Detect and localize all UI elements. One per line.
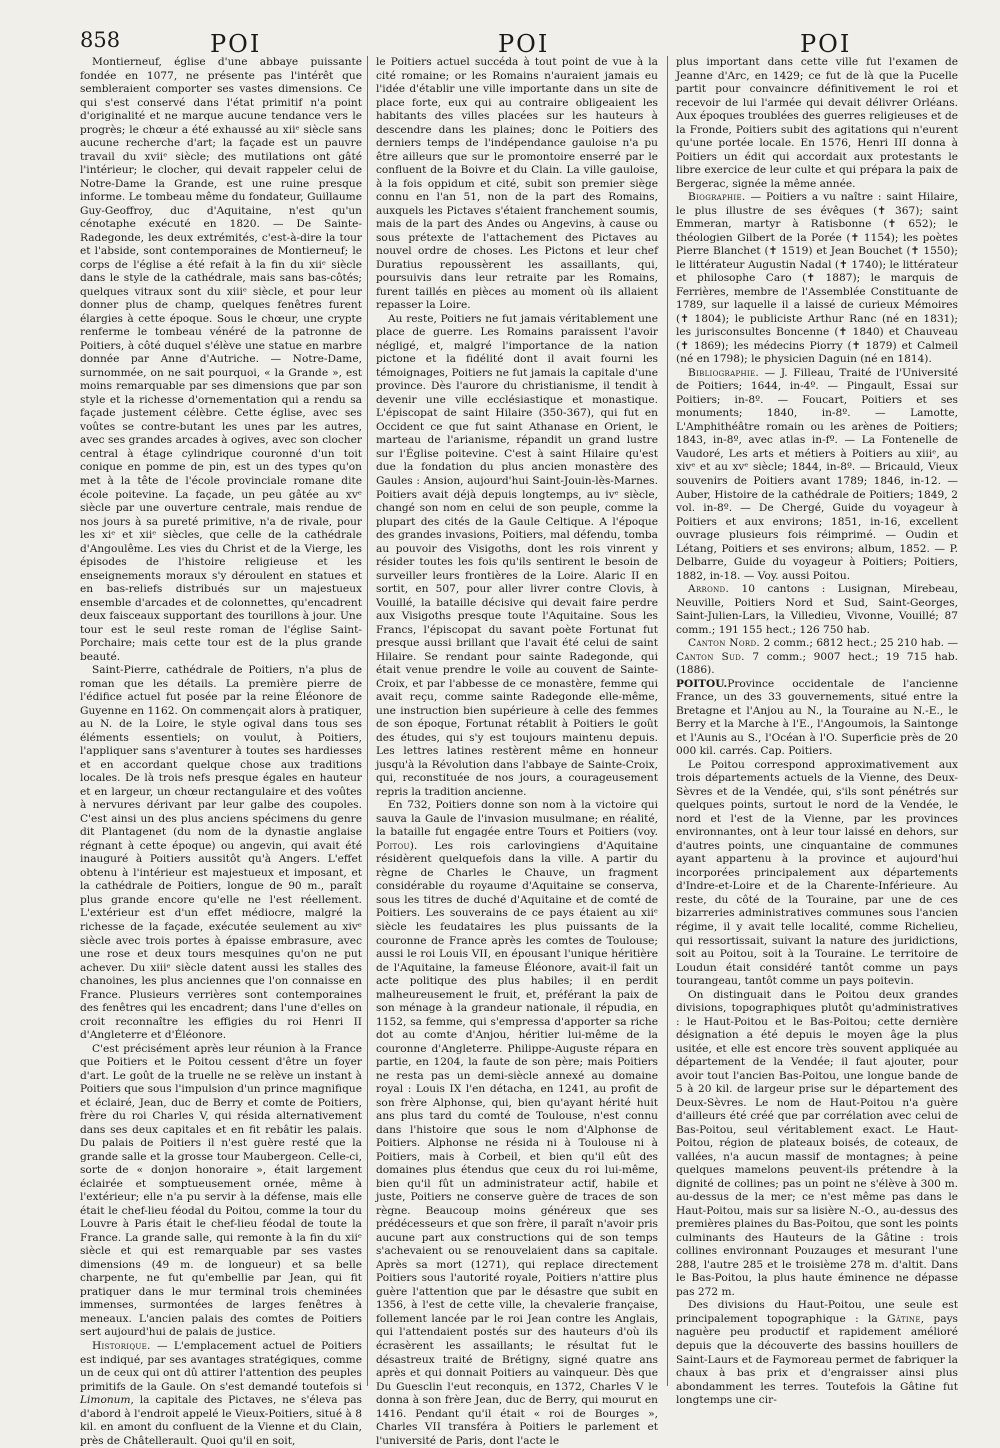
paragraph-text: — J. Filleau, Traité de l'Université de Poitiers; 1644, in-4º. — Pingault, Essai sur Poitiers; in-8º. — Foucart, Poitiers et ses monuments; 1840, in-8º. — Lamotte, L'Amphithéâtre romain ou les arènes de Poitiers; 1843, in-8º, avec atlas in-fº. — La Fontenelle de Vaudoré, Les arts et métiers à Poitiers au xiiiᵉ, au xivᵉ et au xvᵉ siècle; 1844, in-8º. — Bricauld, Vieux souvenirs de Poitiers avant 1789; 1846, in-12. — Auber, Histoire de la cathédrale de Poitiers; 1849, 2 vol. in-8º. — De Chergé, Guide du voyageur à Poitiers et aux environs; 1851, in-16, excellent ouvrage plusieurs fois réimprimé. — Oudin et Létang, Poitiers et ses environs; album, 1852. — P. Delbarre, Guide du voyageur à Poitiers; Poitiers, 1882, in-18. — Voy. aussi Poitou.: [676, 366, 958, 582]
paragraph-text: ). Les rois carlovingiens d'Aquitaine résidèrent quelquefois dans la ville. A partir du règne de Charles le Chauve, un fragment considérable du royaume d'Aquitaine se conserva, sous les titres de duché d'Aquitaine et de comté de Poitiers. Les souverains de ce pays étaient au xiiᵉ siècle les feudataires les plus puissants de la couronne de France après les comtes de Toulouse; aussi le roi Louis VII, en épousant l'unique héritière de l'Aquitaine, la fameuse Éléonore, avait-il fait un acte politique des plus habiles; il en perdit malheureusement le fruit, et, préférant la paix de son ménage à la grandeur nationale, il répudia, en 1152, sa femme, qui s'empressa d'apporter sa riche dot au comte d'Anjou, héritier lui-même de la couronne d'Angleterre. Philippe-Auguste répara en partie, en 1204, la faute de son père; mais Poitiers ne resta pas un demi-siècle annexé au domaine royal : Louis IX l'en détacha, en 1241, au profit de son frère Alphonse, qui, bien qu'ayant hérité huit ans plus tard du comté de Toulouse, n'est connu dans l'histoire que sous le nom d'Alphonse de Poitiers. Alphonse ne résida ni à Toulouse ni à Poitiers, mais à Corbeil, et bien qu'il eût des domaines plus étendus que ceux du roi lui-même, bien qu'il fût un administrateur actif, habile et juste, Poitiers ne conserve guère de traces de son règne. Beaucoup moins généreux que ses prédécesseurs et que son frère, il paraît n'avoir pris aucune part aux constructions qui de son temps s'achevaient ou se renouvelaient dans sa capitale. Après sa mort (1271), qui replace directement Poitiers sous l'autorité royale, Poitiers n'attire plus guère l'attention que par le désastre que subit en 1356, à l'est de cette ville, la chevalerie française, follement lancée par le roi Jean contre les Anglais, qui l'attendaient postés sur des hauteurs d'où ils écrasèrent les assaillants; le résultat fut le désastreux traité de Brétigny, signé quatre ans après et qui donnait Poitiers au vainqueur. Dès que Du Guesclin l'eut reconquis, en 1372, Charles V le donna à son frère Jean, duc de Berry, qui mourut en 1416. Pendant qu'il était « roi de Bourges », Charles VII transféra à Poitiers le parlement et l'université de Paris, dont l'acte le: [376, 839, 658, 1447]
section-label-arrondissement: Arrond.: [688, 583, 730, 596]
section-label-bibliographie: Bibliographie.: [688, 366, 760, 379]
page-number: 858: [80, 28, 121, 52]
header-word-right: POI: [800, 30, 852, 58]
paragraph: Montierneuf, église d'une abbaye puissante fondée en 1077, ne présente pas l'intérêt que sembleraient comporter ses vastes dimensions. Ce qui s'est conservé dans l'état primitif n'a point d'originalité et ne marque aucune tendance vers le progrès; le chœur a été exhaussé au xiiᵉ siècle sans aucune recherche d'art; la façade est un pauvre travail du xviiᵉ siècle; des mutilations ont gâté l'intérieur; le clocher, qui devait rappeler celui de Notre-Dame la Grande, est une ruine presque informe. Le tombeau même du fondateur, Guillaume Guy-Geoffroy, duc d'Aquitaine, n'est qu'un cénotaphe exécuté en 1820. — De Sainte-Radegonde, les deux extrémités, c'est-à-dire la tour et l'abside, sont contemporaines de Montierneuf; le corps de l'église a été refait à la fin du xiiᵉ siècle dans le style de la cathédrale, mais sans bas-côtés; quelques vitraux sont du xiiiᵉ siècle, et pour leur donner plus de champ, quelques fenêtres furent élargies à cette époque. Sous le chœur, une crypte renferme le tombeau vénéré de la patronne de Poitiers, à côté duquel s'élève une statue en marbre donnée par Anne d'Autriche. — Notre-Dame, surnommée, on ne sait pourquoi, « la Grande », est moins remarquable par ses dimensions que par son style et la richesse d'ornementation qui a rendu sa façade justement célèbre. Cette église, avec ses voûtes se contre-butant les unes par les autres, avec ses grandes arcades à ogives, avec son clocher central à étage cylindrique couronné d'un toit conique en pomme de pin, est un des types qu'on met à la tête de l'école provinciale romane dite école poitevine. La façade, un peu gâtée au xvᵉ siècle par une ouverture centrale, mais rendue de nos jours à sa pureté primitive, n'a de rivale, pour les xiᵉ et xiiᵉ siècles, que celle de la cathédrale d'Angoulême. Les vies du Christ et de la Vierge, les épisodes de l'histoire religieuse et les enseignements moraux s'y déroulent en statues et en bas-reliefs distribués sur un majestueux ensemble d'arcades et de colonnettes, qu'encadrent deux faisceaux supportant des tourillons à jour. Une tour est le seul reste roman de l'église Saint-Porchaire; mais cette tour est de la plus grande beauté.: [80, 56, 362, 663]
header-word-left: POI: [210, 30, 262, 58]
paragraph: C'est précisément après leur réunion à la France que Poitiers et le Poitou cessent d'être un foyer d'art. Le goût de la truelle ne se relève un instant à Poitiers que sous l'impulsion d'un prince magnifique et éclairé, Jean, duc de Berry et comte de Poitiers, frère du roi Charles V, qui résida alternativement dans ses deux capitales et en fit rebâtir les palais. Du palais de Poitiers il n'est guère resté que la grande salle et la grosse tour Maubergeon. Celle-ci, sorte de « donjon honoraire », était largement éclairée et somptueusement ornée, même à l'extérieur; elle n'a pu servir à la défense, mais elle était le chef-lieu féodal du Poitou, comme la tour du Louvre à Paris était le chef-lieu féodal de toute la France. La grande salle, qui remonte à la fin du xiiᵉ siècle et qui est remarquable par ses vastes dimensions (49 m. de longueur) et sa belle charpente, ne fut qu'embellie par Jean, qui fit pratiquer dans le mur terminal trois cheminées immenses, surmontées de larges fenêtres à meneaux. L'ancien palais des comtes de Poitiers sert aujourd'hui de palais de justice.: [80, 1042, 362, 1339]
paragraph-text: En 732, Poitiers donne son nom à la victoire qui sauva la Gaule de l'invasion musulmane; en réalité, la bataille fut engagée entre Tours et Poitiers (voy.: [376, 799, 658, 839]
paragraph: [376, 799, 658, 1448]
paragraph-text: — Poitiers a vu naître : saint Hilaire, le plus illustre de ses évêques (✝ 367); saint Emmeran, martyr à Ratisbonne (✝ 652); le théologien Gilbert de la Porée (✝ 1154); les poètes Pierre Blanchet (✝ 1519) et Jean Bouchet (✝ 1550); le littérateur Augustin Nadal (✝ 1740); le littérateur et philosophe Caro (✝ 1887); le marquis de Ferrières, membre de l'Assemblée Constituante de 1789, sur laquelle il a laissé de curieux Mémoires (✝ 1804); le publiciste Arthur Ranc (né en 1831); les jurisconsultes Boncenne (✝ 1840) et Chauveau (✝ 1869); les médecins Piorry (✝ 1879) et Calmeil (né en 1798); le physicien Daguin (né en 1814).: [676, 191, 958, 366]
paragraph: plus important dans cette ville fut l'examen de Jeanne d'Arc, en 1429; ce fut de là que la Pucelle partit pour convaincre définitivement le roi et recevoir de lui l'armée qui devait délivrer Orléans. Aux époques troublées des guerres religieuses et de la Fronde, Poitiers subit des agitations qui n'eurent qu'une portée locale. En 1576, Henri III donna à Poitiers un édit qui accordait aux protestants le libre exercice de leur culte et qui prépara la paix de Bergerac, signée la même année.: [676, 56, 958, 190]
column-divider: [667, 56, 668, 1386]
paragraph: [676, 583, 958, 637]
paragraph: le Poitiers actuel succéda à tout point de vue à la cité romaine; or les Romains n'auraient jamais eu l'idée d'établir une ville importante dans un site de place forte, eux qui au contraire obligeaient les habitants des villes placées sur les hauteurs à descendre dans les plaines; donc le Poitiers des derniers temps de l'indépendance gauloise n'a pu être ailleurs que sur le promontoire enserré par le confluent de la Boivre et du Clain. La ville gauloise, à la fois oppidum et cité, subit son premier siège connu en l'an 51, non de la part des Romains, auxquels les Pictaves s'étaient franchement soumis, mais de la part des Andes ou Angevins, à cause ou sous prétexte de l'attachement des Pictaves au nouvel ordre de choses. Les Pictons et leur chef Duratius repoussèrent les assaillants, qui, poursuivis dans leur retraite par les Romains, furent taillés en pièces au moment où ils allaient repasser la Loire.: [376, 56, 658, 312]
header-word-center: POI: [498, 30, 550, 58]
paragraph: On distinguait dans le Poitou deux grandes divisions, topographiques plutôt qu'administratives : le Haut-Poitou et le Bas-Poitou; cette dernière désignation a été depuis le moyen âge la plus usitée, et elle est encore très souvent appliquée au département de la Vendée; il faut ajouter, pour avoir tout l'ancien Bas-Poitou, une longue bande de 5 à 20 kil. de largeur prise sur le département des Deux-Sèvres. Le nom de Haut-Poitou n'a guère d'ailleurs été créé que par corrélation avec celui de Bas-Poitou, seul véritablement exact. Le Haut-Poitou, région de plateaux boisés, de coteaux, de vallées, n'a aucun massif de montagnes; à peine quelques mamelons peuvent-ils prétendre à la dignité de collines; pas un point ne s'élève à 300 m. au-dessus de la mer; ce n'est même pas dans le Haut-Poitou, mais sur sa lisière N.-O., au-dessus des premières plaines du Bas-Poitou, que sont les points culminants des Hauteurs de la Gâtine : trois collines environnant Pouzauges et mesurant l'une 288, l'autre 285 et le troisième 278 m. d'altit. Dans le Bas-Poitou, la plus haute éminence ne dépasse pas 272 m.: [676, 988, 958, 1298]
paragraph: Le Poitou correspond approximativement aux trois départements actuels de la Vienne, des Deux-Sèvres et de la Vendée, qui, s'ils sont pénétrés sur quelques points, surtout le nord de la Vendée, le nord et l'est de la Vienne, par les provinces environnantes, ont à leur tour laissé en dehors, sur d'autres points, une cinquantaine de communes ayant appartenu à la province et aujourd'hui incorporées principalement aux départements d'Indre-et-Loire et de la Charente-Inférieure. Au reste, du côté de la Touraine, par une de ces bizarreries administratives communes sous l'ancien régime, il y avait telle localité, comme Richelieu, qui ressortissait, suivant la nature des juridictions, soit au Poitou, soit à la Touraine. Le territoire de Loudun était considéré tantôt comme un pays tourangeau, tantôt comme un pays poitevin.: [676, 758, 958, 988]
paragraph: [676, 678, 958, 759]
paragraph: [80, 1340, 362, 1448]
paragraph-text: , la capitale des Pictaves, ne s'éleva pas d'abord à l'endroit appelé le Vieux-Poitiers, situé à 8 kil. en amont du confluent de la Vienne et du Clain, près de Châtellerault. Quoi qu'il en soit,: [80, 1394, 362, 1447]
paragraph: Au reste, Poitiers ne fut jamais véritablement une place de guerre. Les Romains paraissent l'avoir négligé, et, malgré l'importance de la nation pictone et la fidélité dont il avait fourni les témoignages, Poitiers ne fut jamais la capitale d'une province. Dès l'aurore du christianisme, il tendit à devenir une ville ecclésiastique et monastique. L'épiscopat de saint Hilaire (350-367), qui fut en Occident ce que fut saint Athanase en Orient, le marteau de l'arianisme, répandit un grand lustre sur l'Église poitevine. C'est à saint Hilaire qu'est due la fondation du plus ancien monastère des Gaules : Ansion, aujourd'hui Saint-Jouin-lès-Marnes. Poitiers avait déjà depuis longtemps, au ivᵉ siècle, changé son nom en celui de son peuple, comme la plupart des cités de la Gaule Celtique. A l'époque des grandes invasions, Poitiers, mal défendu, tomba au pouvoir des Visigoths, dont les rois vinrent y résider toutes les fois qu'ils sentirent le besoin de surveiller leurs frontières de la Loire. Alaric II en sortit, en 507, pour aller livrer contre Clovis, à Vouillé, la bataille décisive qui devait faire perdre aux Visigoths presque toute l'Aquitaine. Sous les Francs, l'épiscopat du savant poète Fortunat fut presque aussi brillant que l'avait été celui de saint Hilaire. Se rendant pour sainte Radegonde, qui était venue prendre le voile au couvent de Sainte-Croix, et par l'abbesse de ce monastère, femme qui avait reçu, comme sainte Radegonde elle-même, une instruction bien supérieure à celle des femmes de son époque, Fortunat rétablit à Poitiers le goût des études, qui s'y est toujours maintenu depuis. Les lettres latines restèrent même en honneur jusqu'à la Révolution dans l'abbaye de Sainte-Croix, qui, reconstituée de nos jours, a courageusement repris la tradition ancienne.: [376, 312, 658, 798]
paragraph-text: 7 comm.; 9007 hect.; 19 715 hab. (1886).: [676, 650, 958, 677]
paragraph-text: Province occidentale de l'ancienne France, un des 33 gouvernements, situé entre la Bretagne et l'Anjou au N., la Touraine au N.-E., le Berry et la Marche à l'E., l'Angoumois, la Saintonge et l'Aunis au S., l'Océan à l'O. Superficie près de 20 000 kil. carrés. Cap. Poitiers.: [676, 677, 958, 758]
section-label-biographie: Biographie.: [688, 191, 746, 204]
paragraph-text: 10 cantons : Lusignan, Mirebeau, Neuville, Poitiers Nord et Sud, Saint-Georges, Saint-Julien-Lars, la Villedieu, Vivonne, Vouillé; 87 comm.; 191 155 hect.; 126 750 hab.: [676, 583, 958, 636]
cross-reference: Poitou: [376, 839, 410, 852]
paragraph-text: — L'emplacement actuel de Poitiers est indiqué, par ses avantages stratégiques, comme un de ceux qui ont dû attirer l'attention des peuples primitifs de la Gaule. On s'est demandé toutefois si: [80, 1339, 362, 1393]
paragraph-text: , pays naguère peu productif et rapidement amélioré depuis que la découverte des bassins houillers de Saint-Laurs et de Faymoreau permet de fabriquer la chaux à bas prix et d'engraisser ainsi plus abondamment les terres. Toutefois la Gâtine fut longtemps une cir-: [676, 1312, 958, 1407]
paragraph: [676, 1299, 958, 1407]
paragraph: [676, 637, 958, 678]
paragraph-text: Des divisions du Haut-Poitou, une seule est principalement topographique : la: [676, 1299, 958, 1325]
text-column-1: [80, 56, 362, 1447]
paragraph-italic: Limonum: [80, 1394, 131, 1407]
text-column-2: [376, 56, 658, 1447]
section-label-canton-nord: Canton Nord.: [688, 637, 761, 650]
paragraph: [676, 191, 958, 367]
paragraph: Saint-Pierre, cathédrale de Poitiers, n'a plus de roman que les détails. La première pierre de l'édifice actuel fut posée par la reine Éléonore de Guyenne en 1162. On commençait alors à pratiquer, au N. de la Loire, le style ogival dans tous ses éléments essentiels; on voulut, à Poitiers, l'appliquer sans s'aventurer à toutes ses hardiesses et en accordant quelque chose aux traditions locales. De là trois nefs presque égales en hauteur et en largeur, un chœur rectangulaire et des voûtes à nervures dérivant par leur galbe des coupoles. C'est ainsi un des plus anciens spécimens du genre dit Plantagenet (du nom de la dynastie anglaise régnant à cette époque) ou angevin, qui avait été inauguré à Poitiers aussitôt qu'à Angers. L'effet obtenu à l'intérieur est majestueux et imposant, et la cathédrale de Poitiers, longue de 90 m., paraît plus grande encore qu'elle ne l'est réellement. L'extérieur est d'un effet médiocre, malgré la richesse de la façade, exécutée seulement au xivᵉ siècle avec trois portes à épaisse embrasure, avec une rose et deux tours mesquines qu'on ne put achever. Du xiiiᵉ siècle datent aussi les stalles des chanoines, les plus anciennes que l'on connaisse en France. Plusieurs verrières sont contemporaines des fenêtres qui les encadrent; dans l'une d'elles on croit reconnaître les effigies du roi Henri II d'Angleterre et d'Éléonore.: [80, 664, 362, 1042]
paragraph: [676, 367, 958, 583]
entry-headword: POITOU.: [676, 677, 728, 690]
section-label-canton-sud: Canton Sud.: [676, 650, 745, 663]
text-column-3: [676, 56, 959, 1407]
region-name: Gâtine: [887, 1312, 921, 1325]
column-divider: [367, 56, 368, 1386]
paragraph-text: 2 comm.; 6812 hect.; 25 210 hab. —: [760, 637, 959, 650]
section-label-historique: Historique.: [92, 1339, 151, 1352]
